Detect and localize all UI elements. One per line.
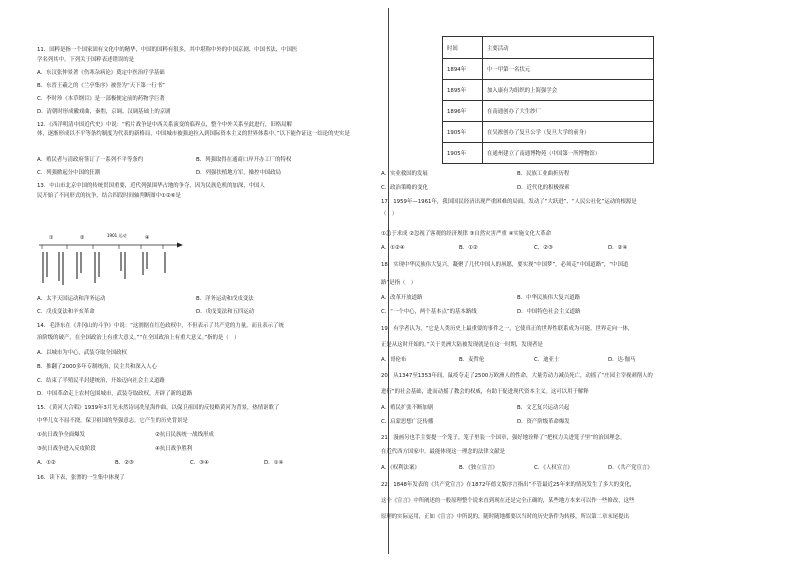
q11-option-b: B．东晋王羲之的《兰亭集序》被誉为“天下第一行书” [37,83,165,89]
q20-option-c: C．启蒙思想广泛传播 [381,419,434,425]
q22-stem-line1: 22．1848年发表的《共产党宣言》在1872年德文版序言指出“不管最近25年来的情况发生了多大的变化， [381,482,636,488]
q21-option-b: B．《独立宣言》 [459,465,498,471]
q19-option-c: C．迪亚士 [534,357,560,363]
q22-stem-line2: 这个《宣言》中所阐述的一般原理整个说来直到现在还是完全正确的，某些地方本来可以作一些修改，这些 [381,498,635,504]
table-cell-year: 1895年 [443,80,483,101]
q20-option-b: B．文艺复兴运动兴起 [517,405,570,411]
history-timeline-figure [37,233,185,295]
q15-item-1: ①抗日战争全面爆发 [37,432,85,438]
q18-stem-line1: 18．实现中华民族伟大复兴，凝聚了几代中国人的夙愿，要实现“中国梦”，必须走“中国道路”，“中国道 [381,262,629,268]
q14-option-c: C．结束了半殖民半封建统治，开始迈向社会主义道路 [37,378,165,384]
table-row [443,122,654,143]
q11-option-d: D．清朝时形成徽戏曲，秦腔，京调、汉调基础上的京剧 [37,109,171,115]
q20-option-a: A．殖民扩张不断加剧 [381,405,434,411]
q18-option-b: B．中华民族伟大复兴道路 [517,295,580,301]
q16-stem: 16．读下表，张謇的一生集中体现了 [37,475,125,481]
q13-option-c: C．戊戌变法和辛亥革命 [37,309,95,315]
table-cell-activity: 中一甲第一名状元 [483,59,654,80]
q13-option-d: D．戊戌变法和五四运动 [196,309,255,315]
q22-stem-line3: 原理的实际运用，正如《宣言》中所说的，随时随地都要以当时的历史条件为转移，所以第二章末尾提出 [381,514,629,520]
q20-stem-line1: 20．从1347至1353年间，鼠疫夺走了2500万欧洲人的性命，大量劳动力减员死亡，动摇了“庄园主宰视剥削人的 [381,373,653,379]
q14-option-b: B．推翻了2000多年专制统治，民主共和深入人心 [37,364,157,370]
timeline-marker-2: ② [80,235,85,241]
q20-stem-line2: 进行”的社会基础，进而动摇了教会的权威，有助于促进现代资本主义。这可以用于解释 [381,389,589,395]
q17-stem-line2: （ ） [381,211,398,217]
q15-option-b: B．②③ [115,460,134,466]
table-cell-activity: 在南通创办了大生纱厂 [483,101,654,122]
q19-option-b: B．麦哲伦 [459,357,485,363]
timeline-arrowhead [177,243,183,248]
q18-option-d: D．中国特色社会主义道路 [517,309,581,315]
q19-option-a: A．哥伦布 [381,357,407,363]
table-cell-activity: 在吴淞创办了复旦公学（复旦大学的前身） [483,122,654,143]
q15-item-3: ③抗日战争进入反攻阶段 [37,446,96,452]
q13-stem-line2: 民开始了不同形式的抗争，结合四段时间轴判断图中①②⑥是 [37,193,181,199]
q11-option-a: A．东汉张仲景著《伤寒杂病论》奠定中医治疗学基础 [37,70,165,76]
q16-option-d: D．近代化的积极探索 [517,185,570,191]
q17-option-c: C．②③ [534,245,553,251]
q12-stem-line2: 体，逐渐形成以不平等条约制度为代表的新格局，中国城市被强迫拉入到国际资本主义的世界体系中。”以下能作证这一结论的史实是 [37,131,350,137]
q17-stem-line1: 17．1959年—1961年，我国国民经济出现严重困难的局面，发动了“大跃进”、“人民公社化”运动的根源是 [381,199,637,205]
q12-stem-line1: 12．《西洋明清中国近代史》中说：“鸦片战争是中西关系演变的临界点，整个中外关系至此进行，旧格局解 [37,122,292,128]
q14-option-a: A．以城市为中心，武装夺取全国政权 [37,350,127,356]
q18-option-c: C．“一个中心，两个基本点”的基本路线 [381,309,477,315]
q14-option-d: D．中国革命走上农村包围城市，武装夺取政权，开辟了新的道路 [37,391,193,397]
table-cell-year: 1905年 [443,143,483,164]
q11-option-c: C．李时珍《本草纲目》是一部极便定前的药物学巨著 [37,96,165,102]
q19-stem-line2: 正是从这时开始的。”关于美洲大陆被发现就是在这一时期，发现者是 [381,342,543,348]
q21-stem-line1: 21．漫画另也手主要提一个笼子，笼子里装一个国章，强好地诠释了“把权力关进笼子里”的治国理念。 [381,435,626,441]
q20-option-d: D．资产阶级革命爆发 [517,419,570,425]
q18-option-a: A．改革开放道路 [381,295,423,301]
q21-option-a: A．《权利法案》 [381,465,420,471]
q16-option-a: A．实业救国的发展 [381,171,428,177]
timeline-ticks [42,245,163,249]
q13-option-b: B．洋务运动和戊戌变法 [196,296,254,302]
q15-item-2: ②抗日民族统一战线形成 [155,432,214,438]
timeline-vertical-captions [43,252,165,285]
q17-option-b: B．①② [459,245,478,251]
q14-stem-line1: 14．毛泽东在《井冈山的斗争》中说：“这割据在红色政权中，不但表示了共产党的力量，而且表示了统 [37,323,284,329]
q12-option-a: A．殖民者与清政府签订了一系列不平等条约 [37,157,144,163]
q19-option-d: D．达·伽马 [608,357,636,363]
q15-option-a: A．①② [37,460,56,466]
q16-option-c: C．政治策略的变化 [381,185,428,191]
q11-stem-line2: 学名列其中。下列关于国粹表述错误的是 [37,57,135,63]
table-cell-year: 1905年 [443,122,483,143]
q21-stem-line2: 在近代西方国家中，最能体现这一理念的法律文献是 [381,449,505,455]
timeline-marker-3: ④ [145,235,150,241]
table-header-row [443,37,654,59]
table-row [443,59,654,80]
q15-option-d: D．①④ [264,460,284,466]
q13-stem-line1: 13．中山市北京中国的传统贯国重要，近代列强围华占地的争夺，因为民族危机的加深，中国人 [37,183,265,189]
q12-option-c: C．列强掀起分中国的狂潮 [37,170,101,176]
q19-stem-line1: 19．有学者认为，“它是人类历史上最重要的事件之一，它使真正的世界性联系成为可能，世界走向一体， [381,326,634,332]
q17-option-d: D．②④ [608,245,628,251]
q17-items: ①急于求成 ②忽视了客观的经济规律 ③自然灾害严重 ④实施文化大革命 [381,231,552,237]
q18-stem-line2: 路”是指（ ） [381,280,417,286]
q21-option-c: C．《人权宣言》 [534,465,573,471]
table-cell-activity: 加入康有为组织的上海强学会 [483,80,654,101]
q11-stem-line1: 11．国粹是指一个国家固有文化中的精华，中国的国粹有很多，其中堪称中外的中国京剧、中国书法、中国医 [37,47,298,53]
zhang-jian-table [442,36,654,164]
q15-item-4: ④抗日战争胜利 [155,446,193,452]
q13-option-a: A．太平天国运动和洋务运动 [37,296,106,302]
q14-stem-line2: 治阶级的破产，在全国政治上有重大意义。”“在全国政治上有重大意义。”指的是（ ） [37,335,240,341]
table-row [443,101,654,122]
q15-stem-line2: 中华儿女不屈不挠，保卫祖国的坚强意志，它产生的历史背景是 [37,418,188,424]
q12-option-b: B．列强取得在通商口岸开办工厂的特权 [196,157,292,163]
table-header-activity: 主要活动 [483,37,654,59]
q12-option-d: D．列强扶植地方军，操控中国政局 [196,170,282,176]
table-cell-activity: 在通州建立了南通博物苑（中国第一所博物馆） [483,143,654,164]
table-row [443,143,654,164]
table-header-time: 时间 [443,37,483,59]
q16-option-b: B．民族工业曲折历程 [517,171,570,177]
timeline-center-label: 1901 运动 [107,233,127,238]
q21-option-d: D．《共产党宣言》 [608,465,653,471]
q17-option-a: A．①②④ [381,245,405,251]
table-cell-year: 1896年 [443,101,483,122]
q15-stem-line1: 15．《黄河大合唱》1939年3月光未然诗词冼星海作曲，以保卫祖国的反侵略黄河为背景，热情讴歌了 [37,405,280,411]
table-row [443,80,654,101]
timeline-marker-1: ① [49,235,54,241]
q15-option-c: C．③④ [190,460,209,466]
table-cell-year: 1894年 [443,59,483,80]
